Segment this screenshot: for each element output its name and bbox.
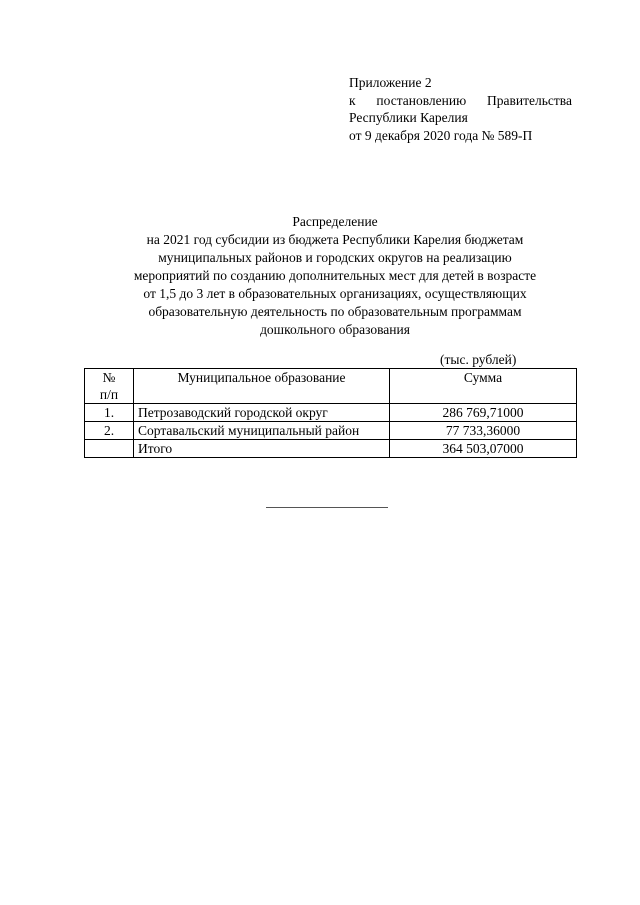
row-number: 2.: [85, 422, 134, 440]
header-sum: Сумма: [390, 369, 577, 404]
table-total-row: [85, 440, 577, 458]
row-municipality: Сортавальский муниципальный район: [134, 422, 390, 440]
annex-word: постановлению: [376, 92, 467, 108]
row-sum: 77 733,36000: [390, 422, 577, 440]
table-row: [85, 404, 577, 422]
header-municipality: Муниципальное образование: [134, 369, 390, 404]
total-sum: 364 503,07000: [390, 440, 577, 458]
header-number-pp: п/п: [99, 387, 119, 402]
title-heading: Распределение: [292, 214, 378, 229]
separator-line: [266, 507, 388, 508]
annex-number: Приложение 2: [349, 75, 432, 90]
title-line: от 1,5 до 3 лет в образовательных организациях, осуществляющих: [143, 286, 527, 301]
annex-republic: Республики Карелия: [349, 110, 468, 125]
table-row: [85, 422, 577, 440]
distribution-table: [84, 368, 577, 458]
annex-word: Правительства: [487, 92, 572, 108]
row-number: 1.: [85, 404, 134, 422]
annex-word: к: [349, 92, 356, 108]
title-line: муниципальных районов и городских округов на реализацию: [158, 250, 512, 265]
total-number: [85, 440, 134, 458]
table-header-row: [85, 369, 577, 404]
document-title: [90, 213, 580, 339]
title-line: на 2021 год субсидии из бюджета Республики Карелия бюджетам: [146, 232, 524, 247]
header-number: [85, 369, 134, 404]
row-sum: 286 769,71000: [390, 404, 577, 422]
annex-date: от 9 декабря 2020 года № 589-П: [349, 127, 533, 143]
units-label: (тыс. рублей): [440, 352, 517, 367]
title-line: дошкольного образования: [260, 322, 410, 337]
title-line: мероприятий по созданию дополнительных мест для детей в возрасте: [133, 268, 537, 283]
annex-header: [349, 74, 589, 144]
total-label: Итого: [134, 440, 390, 458]
row-municipality: Петрозаводский городской округ: [134, 404, 390, 422]
title-line: образовательную деятельность по образовательным программам: [148, 304, 522, 319]
header-number-symbol: №: [102, 370, 116, 385]
annex-to-resolution: [349, 92, 572, 110]
